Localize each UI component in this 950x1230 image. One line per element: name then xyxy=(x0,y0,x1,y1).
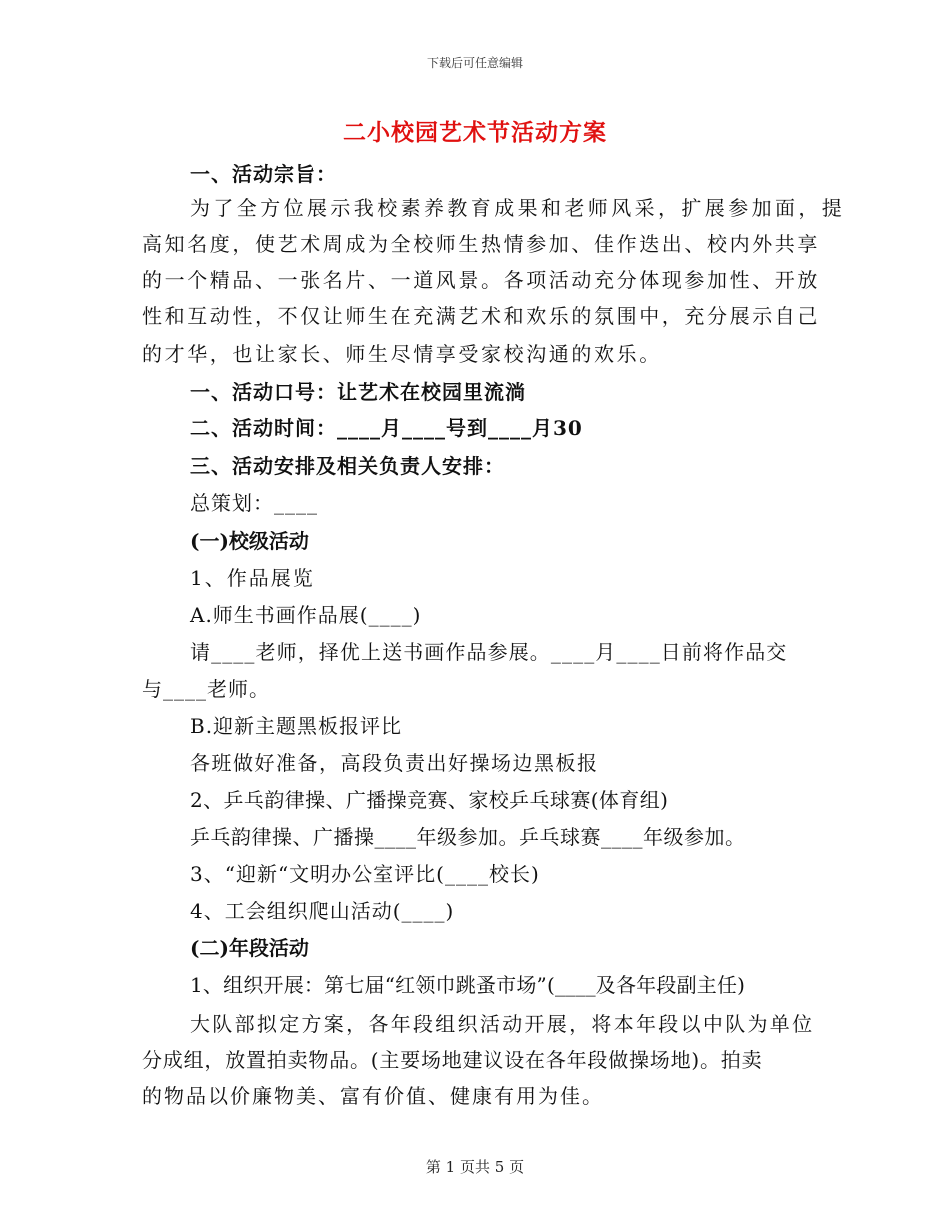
subsection-heading-school: (一)校级活动 xyxy=(190,529,309,553)
planner-line: 总策划：____ xyxy=(190,491,318,515)
paragraph-line: 的一个精品、一张名片、一道风景。各项活动充分体现参加性、开放 xyxy=(142,268,820,292)
section-heading-slogan: 一、活动口号：让艺术在校园里流淌 xyxy=(190,380,526,404)
paragraph-line: 分成组，放置拍卖物品。(主要场地建议设在各年段做操场地)。拍卖 xyxy=(142,1048,763,1072)
item-heading: 1、作品展览 xyxy=(190,566,315,590)
page-footer: 第 1 页共 5 页 xyxy=(425,1158,525,1176)
item-heading: 1、组织开展：第七届“红领巾跳蚤市场”(____及各年段副主任) xyxy=(190,973,746,997)
item-heading: 2、乒乓韵律操、广播操竞赛、家校乒乓球赛(体育组) xyxy=(190,788,669,812)
section-heading-arrangement: 三、活动安排及相关负责人安排： xyxy=(190,454,505,478)
paragraph-line: 为了全方位展示我校素养教育成果和老师风采，扩展参加面，提 xyxy=(190,196,846,220)
subsection-heading-grade: (二)年段活动 xyxy=(190,936,309,960)
item-heading: 4、工会组织爬山活动(____) xyxy=(190,899,455,923)
paragraph-line: 与____老师。 xyxy=(142,677,270,701)
item-line: B.迎新主题黑板报评比 xyxy=(190,714,403,738)
section-heading-purpose: 一、活动宗旨： xyxy=(190,162,337,186)
paragraph-line: 各班做好准备，高段负责出好操场边黑板报 xyxy=(190,751,599,775)
paragraph-line: 的物品以价廉物美、富有价值、健康有用为佳。 xyxy=(142,1084,604,1108)
paragraph-line: 乒乓韵律操、广播操____年级参加。乒乓球赛____年级参加。 xyxy=(190,825,746,849)
paragraph-line: 大队部拟定方案，各年段组织活动开展，将本年段以中队为单位 xyxy=(190,1012,815,1036)
item-line: A.师生书画作品展(____) xyxy=(190,603,422,627)
page-header-note: 下载后可任意编辑 xyxy=(426,56,523,70)
section-heading-time: 二、活动时间：____月____号到____月30 xyxy=(190,416,583,440)
paragraph-line: 的才华，也让家长、师生尽情享受家校沟通的欢乐。 xyxy=(142,342,662,366)
item-heading: 3、“迎新“文明办公室评比(____校长) xyxy=(190,862,540,886)
paragraph-line: 性和互动性，不仅让师生在充满艺术和欢乐的氛围中，充分展示自己 xyxy=(142,304,820,328)
paragraph-line: 高知名度，使艺术周成为全校师生热情参加、佳作迭出、校内外共享 xyxy=(142,232,820,256)
document-title: 二小校园艺术节活动方案 xyxy=(343,119,607,146)
paragraph-line: 请____老师，择优上送书画作品参展。____月____日前将作品交 xyxy=(190,640,788,664)
